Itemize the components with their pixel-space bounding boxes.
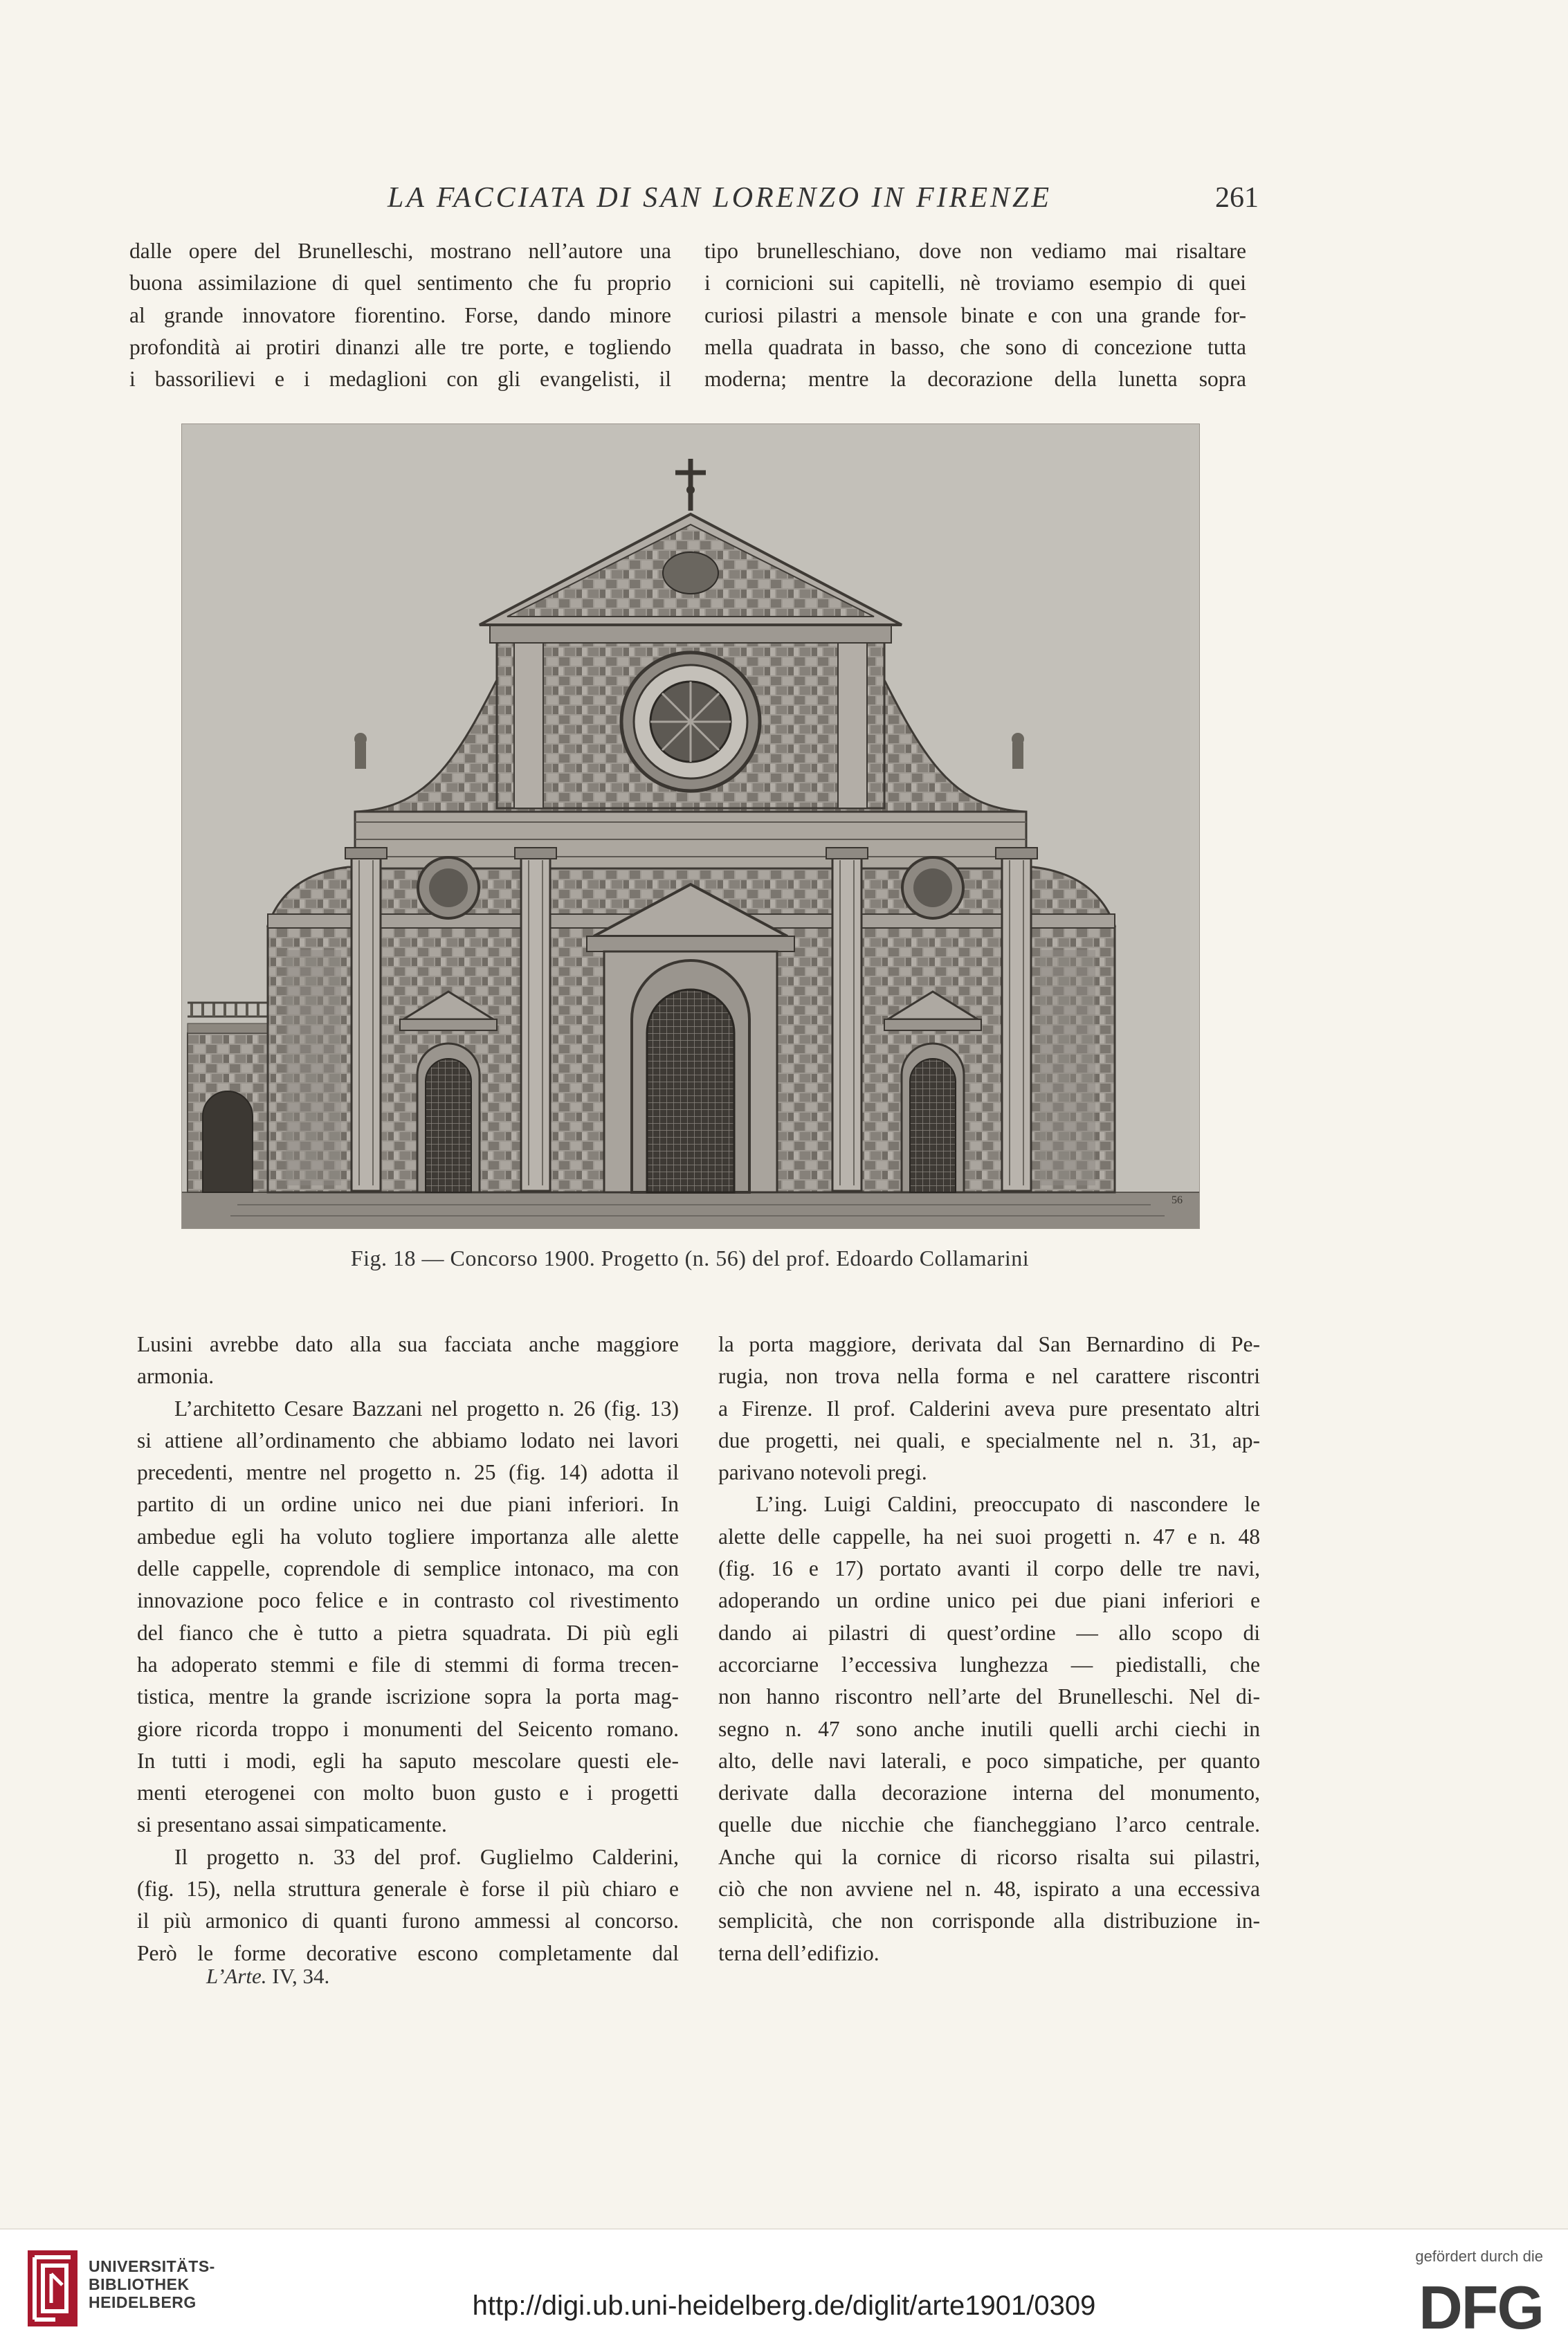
plate-mark: 56 [1172,1194,1183,1206]
library-name-text: UNIVERSITÄTS- BIBLIOTHEK HEIDELBERG [89,2257,215,2311]
text-line: curiosi pilastri a mensole binate e con una grande for- [704,302,1246,327]
text-line: In tutti i modi, egli ha saputo mescolare questi ele- [137,1748,679,1773]
journal-volume: IV, 34. [272,1964,330,1988]
text-line: Anche qui la cornice di ricorso risalta sui pilastri, [718,1844,1260,1869]
top-left-column [129,235,671,395]
top-right-column [704,235,1246,395]
text-line: precedenti, mentre nel progetto n. 25 (fig. 14) adotta il [137,1460,679,1485]
text-line: del fianco che è tutto a pietra squadrata. Di più egli [137,1620,679,1645]
text-line: ambedue egli ha voluto togliere importanza alle alette [137,1524,679,1549]
dfg-logo[interactable]: DFG [1419,2273,1543,2342]
journal-name: L’Arte. [206,1964,267,1988]
text-line: terna dell’edifizio. [718,1940,879,1965]
text-line: segno n. 47 sono anche inutili quelli archi ciechi in [718,1716,1260,1741]
text-line: Lusini avrebbe dato alla sua facciata anche maggiore [137,1332,679,1356]
paragraph [137,1841,679,1969]
text-line: il più armonico di quanti furono ammessi al concorso. [137,1909,679,1933]
text-line: tistica, mentre la grande iscrizione sopra la porta mag- [137,1684,679,1709]
text-line: i bassorilievi e i medaglioni con gli evangelisti, il [129,367,671,392]
figure-caption: Fig. 18 — Concorso 1900. Progetto (n. 56) del prof. Edoardo Collamarini [350,1246,1030,1270]
text-line: adoperando un ordine unico pei due piani inferiori e [718,1588,1260,1613]
text-line: si attiene all’ordinamento che abbiamo lodato nei lavori [137,1428,679,1452]
text-line: dalle opere del Brunelleschi, mostrano nell’autore una [129,239,671,263]
paragraph [129,235,671,395]
text-line: armonia. [137,1364,215,1389]
text-line: dando ai pilastri di quest’ordine — allo scopo di [718,1620,1260,1645]
journal-signature [206,1964,329,1989]
text-line: innovazione poco felice e in contrasto col rivestimento [137,1588,679,1613]
text-line: alette delle cappelle, ha nei suoi progetti n. 47 e n. 48 [718,1524,1260,1549]
text-line: moderna; mentre la decorazione della lunetta sopra [704,367,1246,392]
text-line: i cornicioni sui capitelli, nè troviamo esempio di quei [704,271,1246,295]
text-line: (fig. 15), nella struttura generale è forse il più chiaro e [137,1877,679,1902]
digitization-footer [0,2228,1568,2350]
text-line: accorciarne l’eccessiva lunghezza — piedistalli, che [718,1652,1260,1677]
text-line: mella quadrata in basso, che sono di concezione tutta [704,334,1246,359]
text-line: ciò che non avviene nel n. 48, ispirato a una eccessiva [718,1877,1260,1902]
text-line: al grande innovatore fiorentino. Forse, dando minore [129,302,671,327]
text-line: buona assimilazione di quel sentimento che fu proprio [129,271,671,295]
text-line: parivano notevoli pregi. [718,1460,927,1485]
text-line: giore ricorda troppo i monumenti del Seicento romano. [137,1716,679,1741]
text-line: quelle due nicchie che fiancheggiano l’arco centrale. [718,1812,1260,1837]
text-line: a Firenze. Il prof. Calderini aveva pure presentato altri [718,1396,1260,1421]
permalink-url[interactable]: http://digi.ub.uni-heidelberg.de/diglit/arte1901/0309 [472,2290,1096,2321]
text-line: si presentano assai simpaticamente. [137,1812,447,1837]
text-line: profondità ai protiri dinanzi alle tre porte, e togliendo [129,334,671,359]
facade-engraving-figure [181,423,1200,1229]
text-line: due progetti, nei quali, e specialmente nel n. 31, ap- [718,1428,1260,1452]
funder-label: gefördert durch die [1415,2248,1543,2265]
text-line: menti eterogenei con molto buon gusto e i progetti [137,1780,679,1805]
text-line: partito di un ordine unico nei due piani inferiori. In [137,1492,679,1517]
page-number: 261 [1215,182,1259,214]
text-line: L’ing. Luigi Caldini, preoccupato di nascondere le [756,1492,1260,1517]
text-line: semplicità, che non corrisponde alla distribuzione in- [718,1909,1260,1933]
text-line: rugia, non trova nella forma e nel carattere riscontri [718,1364,1260,1389]
bottom-right-column [718,1329,1260,1969]
text-line: (fig. 16 e 17) portato avanti il corpo delle tre navi, [718,1556,1260,1581]
text-line: la porta maggiore, derivata dal San Bernardino di Pe- [718,1332,1260,1356]
paragraph [718,1329,1260,1488]
text-line: non hanno riscontro nell’arte del Brunelleschi. Nel di- [718,1684,1260,1709]
paragraph [137,1329,679,1393]
text-line: delle cappelle, coprendole di semplice intonaco, ma con [137,1556,679,1581]
text-line: alto, delle navi laterali, e poco simpatiche, per quanto [718,1748,1260,1773]
paragraph [704,235,1246,395]
bottom-left-column [137,1329,679,1969]
text-line: derivate dalla decorazione interna del monumento, [718,1780,1260,1805]
text-line: Però le forme decorative escono completamente dal [137,1940,679,1965]
text-line: Il progetto n. 33 del prof. Guglielmo Calderini, [174,1844,679,1869]
running-title: LA FACCIATA DI SAN LORENZO IN FIRENZE [387,182,1052,214]
facade-drawing [182,424,1199,1228]
text-line: L’architetto Cesare Bazzani nel progetto n. 26 (fig. 13) [174,1396,679,1421]
paragraph [718,1488,1260,1969]
paragraph [137,1393,679,1841]
text-line: tipo brunelleschiano, dove non vediamo mai risaltare [704,239,1246,263]
text-line: ha adoperato stemmi e file di stemmi di forma trecen- [137,1652,679,1677]
